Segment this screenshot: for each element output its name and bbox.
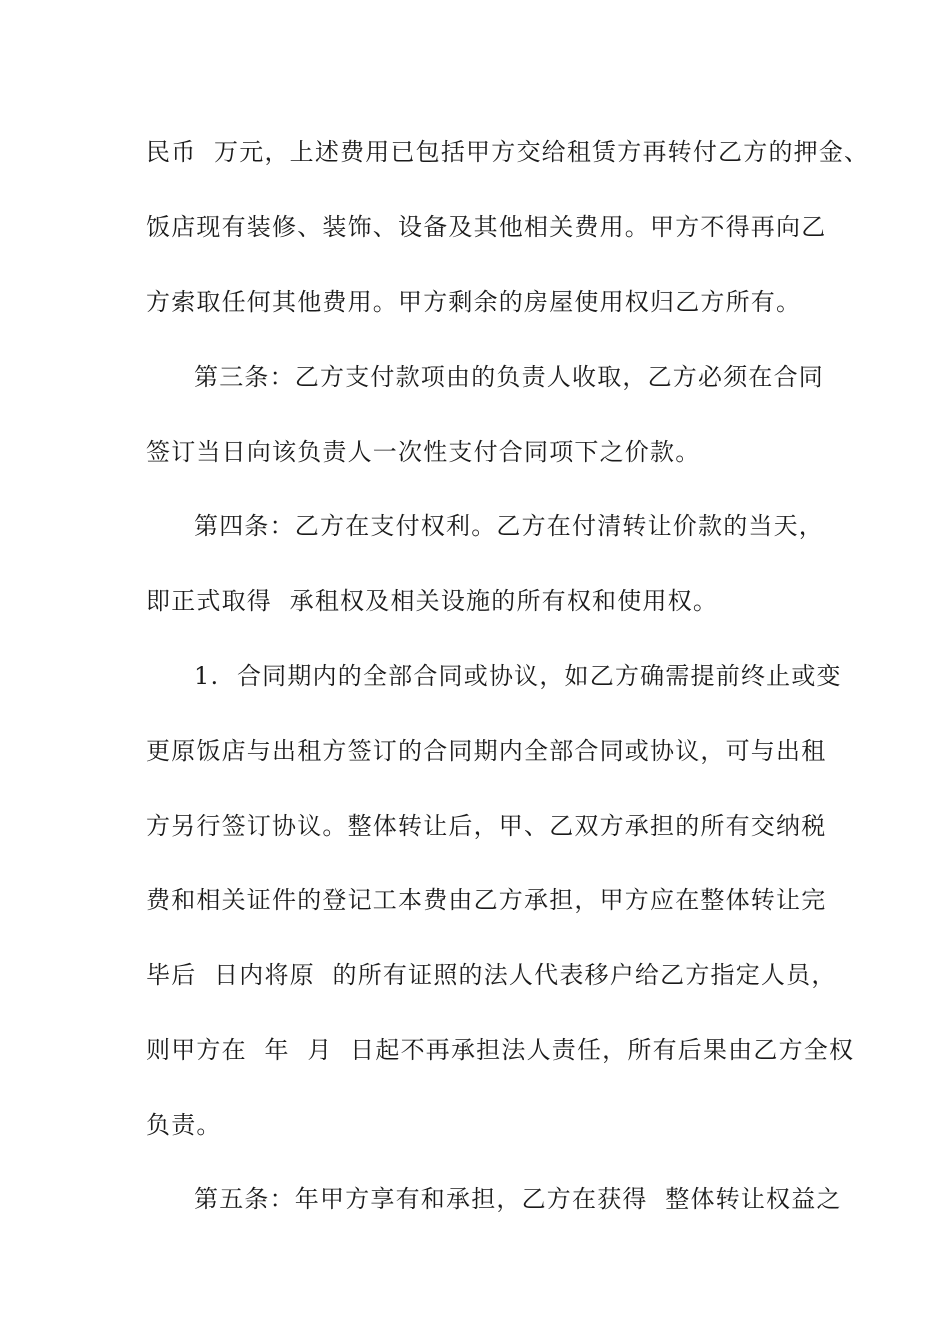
clause-five-line: 第五条：年甲方享有和承担，乙方在获得 整体转让权益之 — [194, 1185, 842, 1213]
clause-three-line: 第三条：乙方支付款项由的负责人收取，乙方必须在合同 — [194, 363, 824, 391]
paragraph-line: 方另行签订协议。整体转让后，甲、乙双方承担的所有交纳税 — [146, 812, 827, 840]
paragraph-line: 更原饭店与出租方签订的合同期内全部合同或协议，可与出租 — [146, 737, 827, 765]
paragraph-line: 民币 万元，上述费用已包括甲方交给租赁方再转付乙方的押金、 — [146, 138, 870, 166]
paragraph-line: 毕后 日内将原 的所有证照的法人代表移户给乙方指定人员， — [146, 961, 837, 989]
paragraph-line: 饭店现有装修、装饰、设备及其他相关费用。甲方不得再向乙 — [146, 213, 827, 241]
numbered-item-line: 1. 合同期内的全部合同或协议，如乙方确需提前终止或变 — [194, 662, 842, 690]
paragraph-line: 签订当日向该负责人一次性支付合同项下之价款。 — [146, 438, 701, 466]
paragraph-line: 方索取任何其他费用。甲方剩余的房屋使用权归乙方所有。 — [146, 288, 802, 316]
paragraph-line: 则甲方在 年 月 日起不再承担法人责任，所有后果由乙方全权 — [146, 1036, 855, 1064]
paragraph-line: 费和相关证件的登记工本费由乙方承担，甲方应在整体转让完 — [146, 886, 827, 914]
clause-four-line: 第四条：乙方在支付权利。乙方在付清转让价款的当天， — [194, 512, 824, 540]
paragraph-line: 即正式取得 承租权及相关设施的所有权和使用权。 — [146, 587, 719, 615]
paragraph-line: 负责。 — [146, 1111, 222, 1139]
